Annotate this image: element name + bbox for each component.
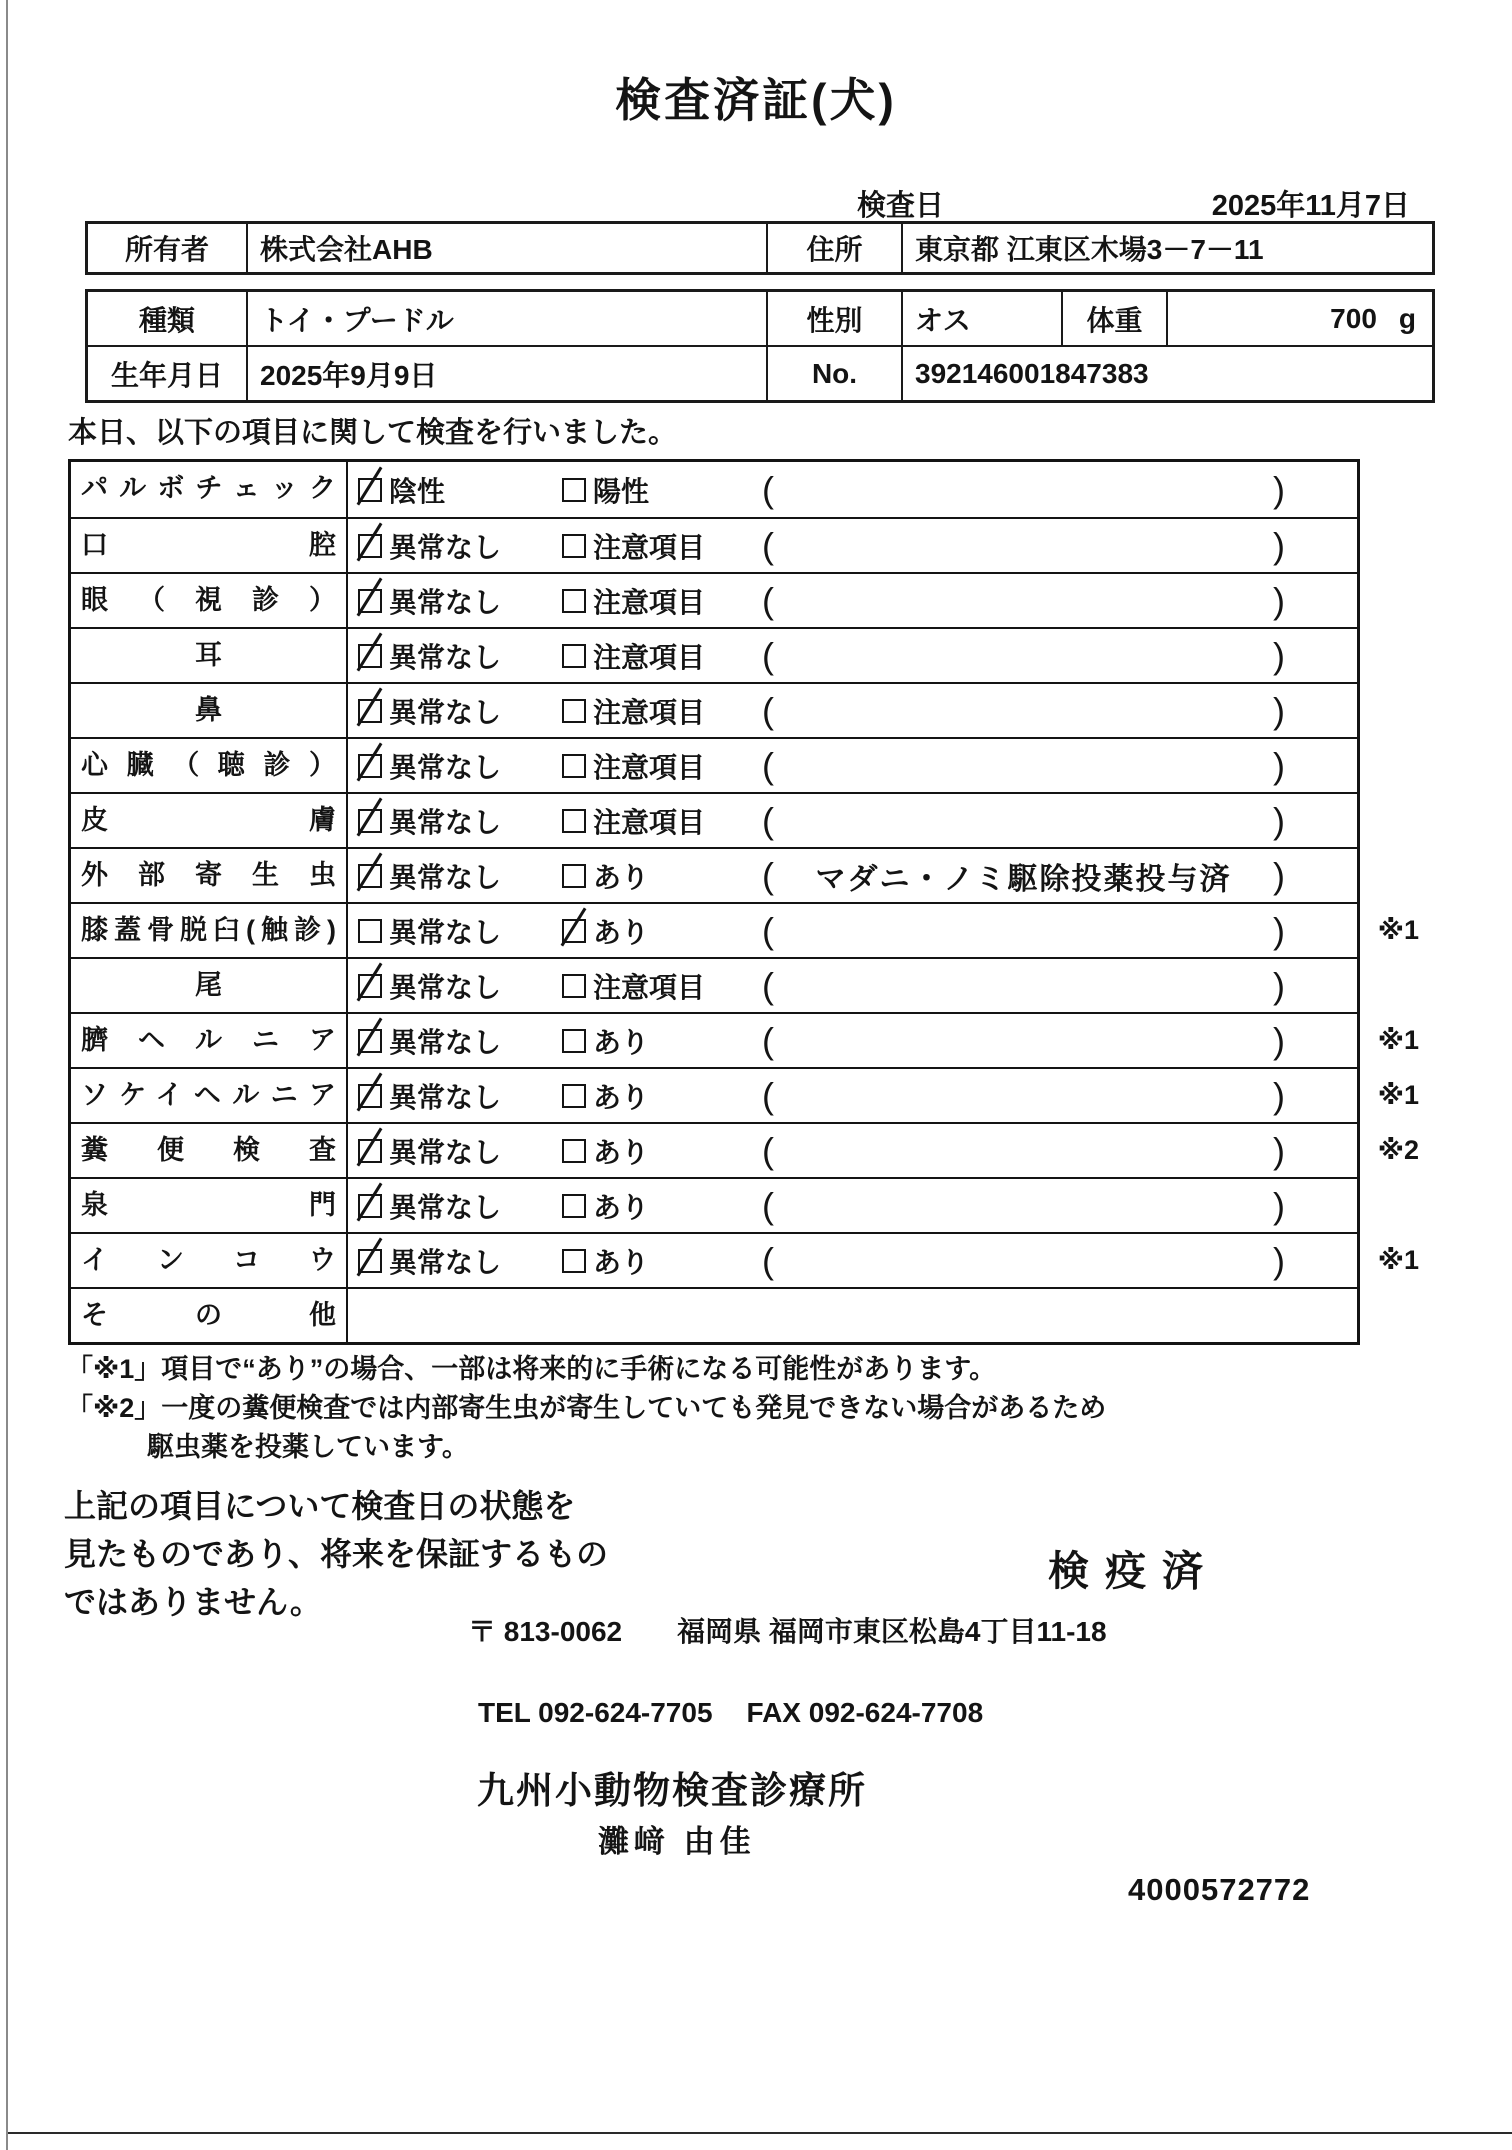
paren-close: ) [1273, 689, 1285, 731]
owner-label: 所有者 [88, 224, 248, 272]
item-label: 鼻 [71, 684, 348, 737]
option2-group [562, 526, 758, 566]
species-row [88, 292, 1432, 345]
item-label: 泉門 [71, 1179, 348, 1232]
option2-label: あり [593, 1136, 650, 1168]
item-content [348, 574, 1357, 627]
paren-close: ) [1273, 1239, 1285, 1281]
birthdate-row [88, 345, 1432, 400]
inspection-date-value: 2025年11月7日 [1211, 190, 1410, 222]
option2-label: 注意項目 [593, 641, 706, 673]
inspection-row [71, 957, 1357, 1012]
item-label: 耳 [71, 629, 348, 682]
option2-group [562, 581, 758, 621]
option2-label: 注意項目 [593, 586, 706, 618]
species-value: トイ・プードル [248, 292, 768, 345]
item-content [348, 849, 1357, 902]
option2-label: 陽性 [593, 475, 650, 507]
item-content [348, 1014, 1357, 1067]
clinic-tel: TEL 092-624-7705 [478, 1697, 713, 1728]
owner-table [85, 221, 1435, 275]
option2-group [562, 470, 758, 510]
item-label: 臍ヘルニア [71, 1014, 348, 1067]
inspection-row [71, 517, 1357, 572]
examiner-name: 灘﨑 由佳 [598, 1824, 756, 1859]
inspection-table [68, 459, 1419, 1345]
footnote-line: 「※2」一度の糞便検査では内部寄生虫が寄生していても発見できない場合があるため [66, 1393, 1107, 1423]
paren-open: ( [762, 799, 774, 841]
item-label: 心臓（聴診） [71, 739, 348, 792]
option2-group [562, 856, 758, 896]
option1-group [358, 470, 562, 510]
option1-label: 異常なし [389, 1136, 502, 1168]
paren-close: ) [1273, 579, 1285, 621]
inspection-row [71, 737, 1357, 792]
item-content [348, 739, 1357, 792]
option1-checkbox-icon [358, 864, 382, 888]
option2-label: 注意項目 [593, 806, 706, 838]
item-label: ソケイヘルニア [71, 1069, 348, 1122]
paren-open: ( [762, 1239, 774, 1281]
option1-checkbox-icon [358, 1029, 382, 1053]
owner-row [88, 224, 1432, 272]
item-label: 膝蓋骨脱臼(触診) [71, 904, 348, 957]
option2-checkbox-icon [562, 1194, 586, 1218]
option2-checkbox-icon [562, 754, 586, 778]
inspection-row [71, 902, 1419, 957]
option1-checkbox-icon [358, 1084, 382, 1108]
option2-checkbox-icon [562, 644, 586, 668]
item-label: 口腔 [71, 519, 348, 572]
option1-group [358, 1131, 562, 1171]
item-label: 眼（視診） [71, 574, 348, 627]
item-content [348, 959, 1357, 1012]
certificate-title: 検査済証(犬) [615, 74, 897, 126]
option1-checkbox-icon [358, 644, 382, 668]
no-value: 392146001847383 [915, 357, 1149, 389]
animal-table [85, 289, 1435, 403]
page-edge-bottom [8, 2132, 1512, 2135]
owner-address-label: 住所 [768, 224, 903, 272]
item-label: その他 [71, 1289, 348, 1342]
option1-label: 異常なし [389, 641, 502, 673]
item-content [348, 629, 1357, 682]
option2-group [562, 636, 758, 676]
paren-open: ( [762, 909, 774, 951]
option2-label: あり [593, 861, 650, 893]
option1-group [358, 746, 562, 786]
option2-checkbox-icon [562, 919, 586, 943]
option1-label: 異常なし [389, 971, 502, 1003]
item-content [348, 1069, 1357, 1122]
paren-open: ( [762, 744, 774, 786]
item-content [348, 1124, 1357, 1177]
option1-group [358, 636, 562, 676]
option2-label: あり [593, 1081, 650, 1113]
inspection-row [71, 847, 1357, 902]
paren-open: ( [762, 689, 774, 731]
footnote-line: 「※1」項目で“あり”の場合、一部は将来的に手術になる可能性があります。 [66, 1354, 997, 1384]
paren-open: ( [762, 1019, 774, 1061]
option2-label: 注意項目 [593, 971, 706, 1003]
birthdate-value: 2025年9月9日 [248, 347, 768, 400]
inspection-row [71, 462, 1357, 517]
item-label: 尾 [71, 959, 348, 1012]
item-content [348, 1179, 1357, 1232]
inspection-row [71, 1012, 1419, 1067]
item-label: インコウ [71, 1234, 348, 1287]
option1-group [358, 1241, 562, 1281]
option1-checkbox-icon [358, 754, 382, 778]
inspection-row [71, 572, 1357, 627]
option1-group [358, 911, 562, 951]
disclaimer-line: ではありません。 [64, 1584, 322, 1620]
inspection-row [71, 1232, 1419, 1287]
inspection-row [71, 792, 1357, 847]
paren-close: ) [1273, 1074, 1285, 1116]
option2-label: 注意項目 [593, 751, 706, 783]
paren-open: ( [762, 579, 774, 621]
paren-close: ) [1273, 1184, 1285, 1226]
row-mark: ※1 [1377, 1025, 1419, 1055]
option1-label: 異常なし [389, 806, 502, 838]
option1-label: 異常なし [389, 1246, 502, 1278]
footnotes [66, 1350, 1106, 1467]
row-mark: ※1 [1377, 915, 1419, 945]
option2-checkbox-icon [562, 1029, 586, 1053]
item-content [348, 462, 1357, 517]
option2-group [562, 1021, 758, 1061]
option2-label: 注意項目 [593, 531, 706, 563]
row-note: マダニ・ノミ駆除投薬投与済 [815, 862, 1232, 896]
option1-checkbox-icon [358, 699, 382, 723]
option2-label: あり [593, 1026, 650, 1058]
footnote-line: 駆虫薬を投薬しています。 [66, 1432, 469, 1462]
item-label: 皮膚 [71, 794, 348, 847]
postal-code: 〒 813-0062 [468, 1616, 623, 1647]
option2-checkbox-icon [562, 699, 586, 723]
paren-open: ( [762, 468, 774, 510]
option1-group [358, 1021, 562, 1061]
option2-label: あり [593, 1246, 650, 1278]
inspection-row [71, 627, 1357, 682]
clinic-postal-line [468, 1610, 1107, 1650]
clinic-name: 九州小動物検査診療所 [477, 1770, 867, 1811]
option1-label: 異常なし [389, 861, 502, 893]
no-label: No. [768, 347, 903, 400]
option2-checkbox-icon [562, 864, 586, 888]
paren-close: ) [1273, 468, 1285, 510]
inspection-row [71, 1067, 1419, 1122]
weight-unit: g [1398, 302, 1416, 334]
option1-label: 異常なし [389, 1026, 502, 1058]
inspection-row [71, 682, 1357, 737]
item-content [348, 1234, 1357, 1287]
paren-close: ) [1273, 964, 1285, 1006]
weight-cell [1168, 292, 1432, 345]
paren-open: ( [762, 1184, 774, 1226]
paren-open: ( [762, 1129, 774, 1171]
weight-value: 700 [1330, 302, 1377, 334]
paren-open: ( [762, 1074, 774, 1116]
option2-group [562, 1241, 758, 1281]
option1-label: 異常なし [389, 1191, 502, 1223]
paren-close: ) [1273, 909, 1285, 951]
owner-address-value: 東京都 江東区木場3－7－11 [915, 234, 1264, 265]
intro-text: 本日、以下の項目に関して検査を行いました。 [68, 417, 678, 449]
option2-checkbox-icon [562, 1249, 586, 1273]
option2-label: 注意項目 [593, 696, 706, 728]
inspection-date-label: 検査日 [857, 190, 945, 222]
option2-group [562, 1076, 758, 1116]
paren-close: ) [1273, 744, 1285, 786]
option1-checkbox-icon [358, 809, 382, 833]
option2-checkbox-icon [562, 974, 586, 998]
option1-label: 異常なし [389, 751, 502, 783]
document-number: 4000572772 [1128, 1872, 1311, 1907]
option1-group [358, 691, 562, 731]
paren-open: ( [762, 964, 774, 1006]
option1-checkbox-icon [358, 1139, 382, 1163]
sex-label: 性別 [768, 292, 903, 345]
option1-group [358, 856, 562, 896]
option1-checkbox-icon [358, 589, 382, 613]
option1-group [358, 581, 562, 621]
page-edge-left [6, 0, 8, 2150]
clinic-address: 福岡県 福岡市東区松島4丁目11-18 [677, 1616, 1107, 1647]
option2-group [562, 801, 758, 841]
item-content [348, 904, 1357, 957]
option2-label: あり [593, 1191, 650, 1223]
row-mark: ※2 [1377, 1135, 1419, 1165]
row-mark: ※1 [1377, 1080, 1419, 1110]
item-content [348, 1289, 1357, 1342]
option2-group [562, 691, 758, 731]
option2-group [562, 911, 758, 951]
inspection-row [71, 1122, 1419, 1177]
option2-group [562, 1186, 758, 1226]
paren-open: ( [762, 524, 774, 566]
option2-checkbox-icon [562, 478, 586, 502]
option2-label: あり [593, 916, 650, 948]
paren-open: ( [762, 854, 774, 896]
option1-label: 異常なし [389, 696, 502, 728]
option1-label: 陰性 [389, 475, 446, 507]
option1-group [358, 1186, 562, 1226]
option1-checkbox-icon [358, 1249, 382, 1273]
option1-group [358, 801, 562, 841]
clinic-tel-line [478, 1697, 983, 1729]
option1-group [358, 966, 562, 1006]
paren-close: ) [1273, 524, 1285, 566]
paren-close: ) [1273, 799, 1285, 841]
option1-label: 異常なし [389, 916, 502, 948]
option1-group [358, 1076, 562, 1116]
disclaimer-line: 上記の項目について検査日の状態を [64, 1488, 576, 1524]
owner-value: 株式会社AHB [248, 224, 768, 272]
paren-close: ) [1273, 1129, 1285, 1171]
disclaimer-line: 見たものであり、将来を保証するもの [64, 1536, 609, 1572]
option1-checkbox-icon [358, 919, 382, 943]
option1-label: 異常なし [389, 531, 502, 563]
item-content [348, 684, 1357, 737]
birthdate-label: 生年月日 [88, 347, 248, 400]
sex-value: オス [903, 292, 1063, 345]
option2-group [562, 746, 758, 786]
option1-label: 異常なし [389, 1081, 502, 1113]
item-content [348, 519, 1357, 572]
paren-close: ) [1273, 634, 1285, 676]
item-label: パルボチェック [71, 462, 348, 517]
quarantine-stamp: 検疫済 [1048, 1548, 1219, 1594]
option2-group [562, 1131, 758, 1171]
paren-close: ) [1273, 854, 1285, 896]
row-mark: ※1 [1377, 1245, 1419, 1275]
option1-group [358, 526, 562, 566]
species-label: 種類 [88, 292, 248, 345]
option2-checkbox-icon [562, 1084, 586, 1108]
weight-label: 体重 [1063, 292, 1168, 345]
option2-checkbox-icon [562, 534, 586, 558]
option1-checkbox-icon [358, 534, 382, 558]
disclaimer [64, 1482, 608, 1626]
paren-open: ( [762, 634, 774, 676]
option2-checkbox-icon [562, 1139, 586, 1163]
inspection-row [71, 1177, 1357, 1232]
option1-label: 異常なし [389, 586, 502, 618]
item-label: 糞便検査 [71, 1124, 348, 1177]
option1-checkbox-icon [358, 974, 382, 998]
option2-checkbox-icon [562, 809, 586, 833]
item-label: 外部寄生虫 [71, 849, 348, 902]
clinic-fax: FAX 092-624-7708 [746, 1697, 984, 1728]
option1-checkbox-icon [358, 478, 382, 502]
paren-close: ) [1273, 1019, 1285, 1061]
item-content [348, 794, 1357, 847]
inspection-row [71, 1287, 1357, 1342]
option2-group [562, 966, 758, 1006]
option2-checkbox-icon [562, 589, 586, 613]
option1-checkbox-icon [358, 1194, 382, 1218]
